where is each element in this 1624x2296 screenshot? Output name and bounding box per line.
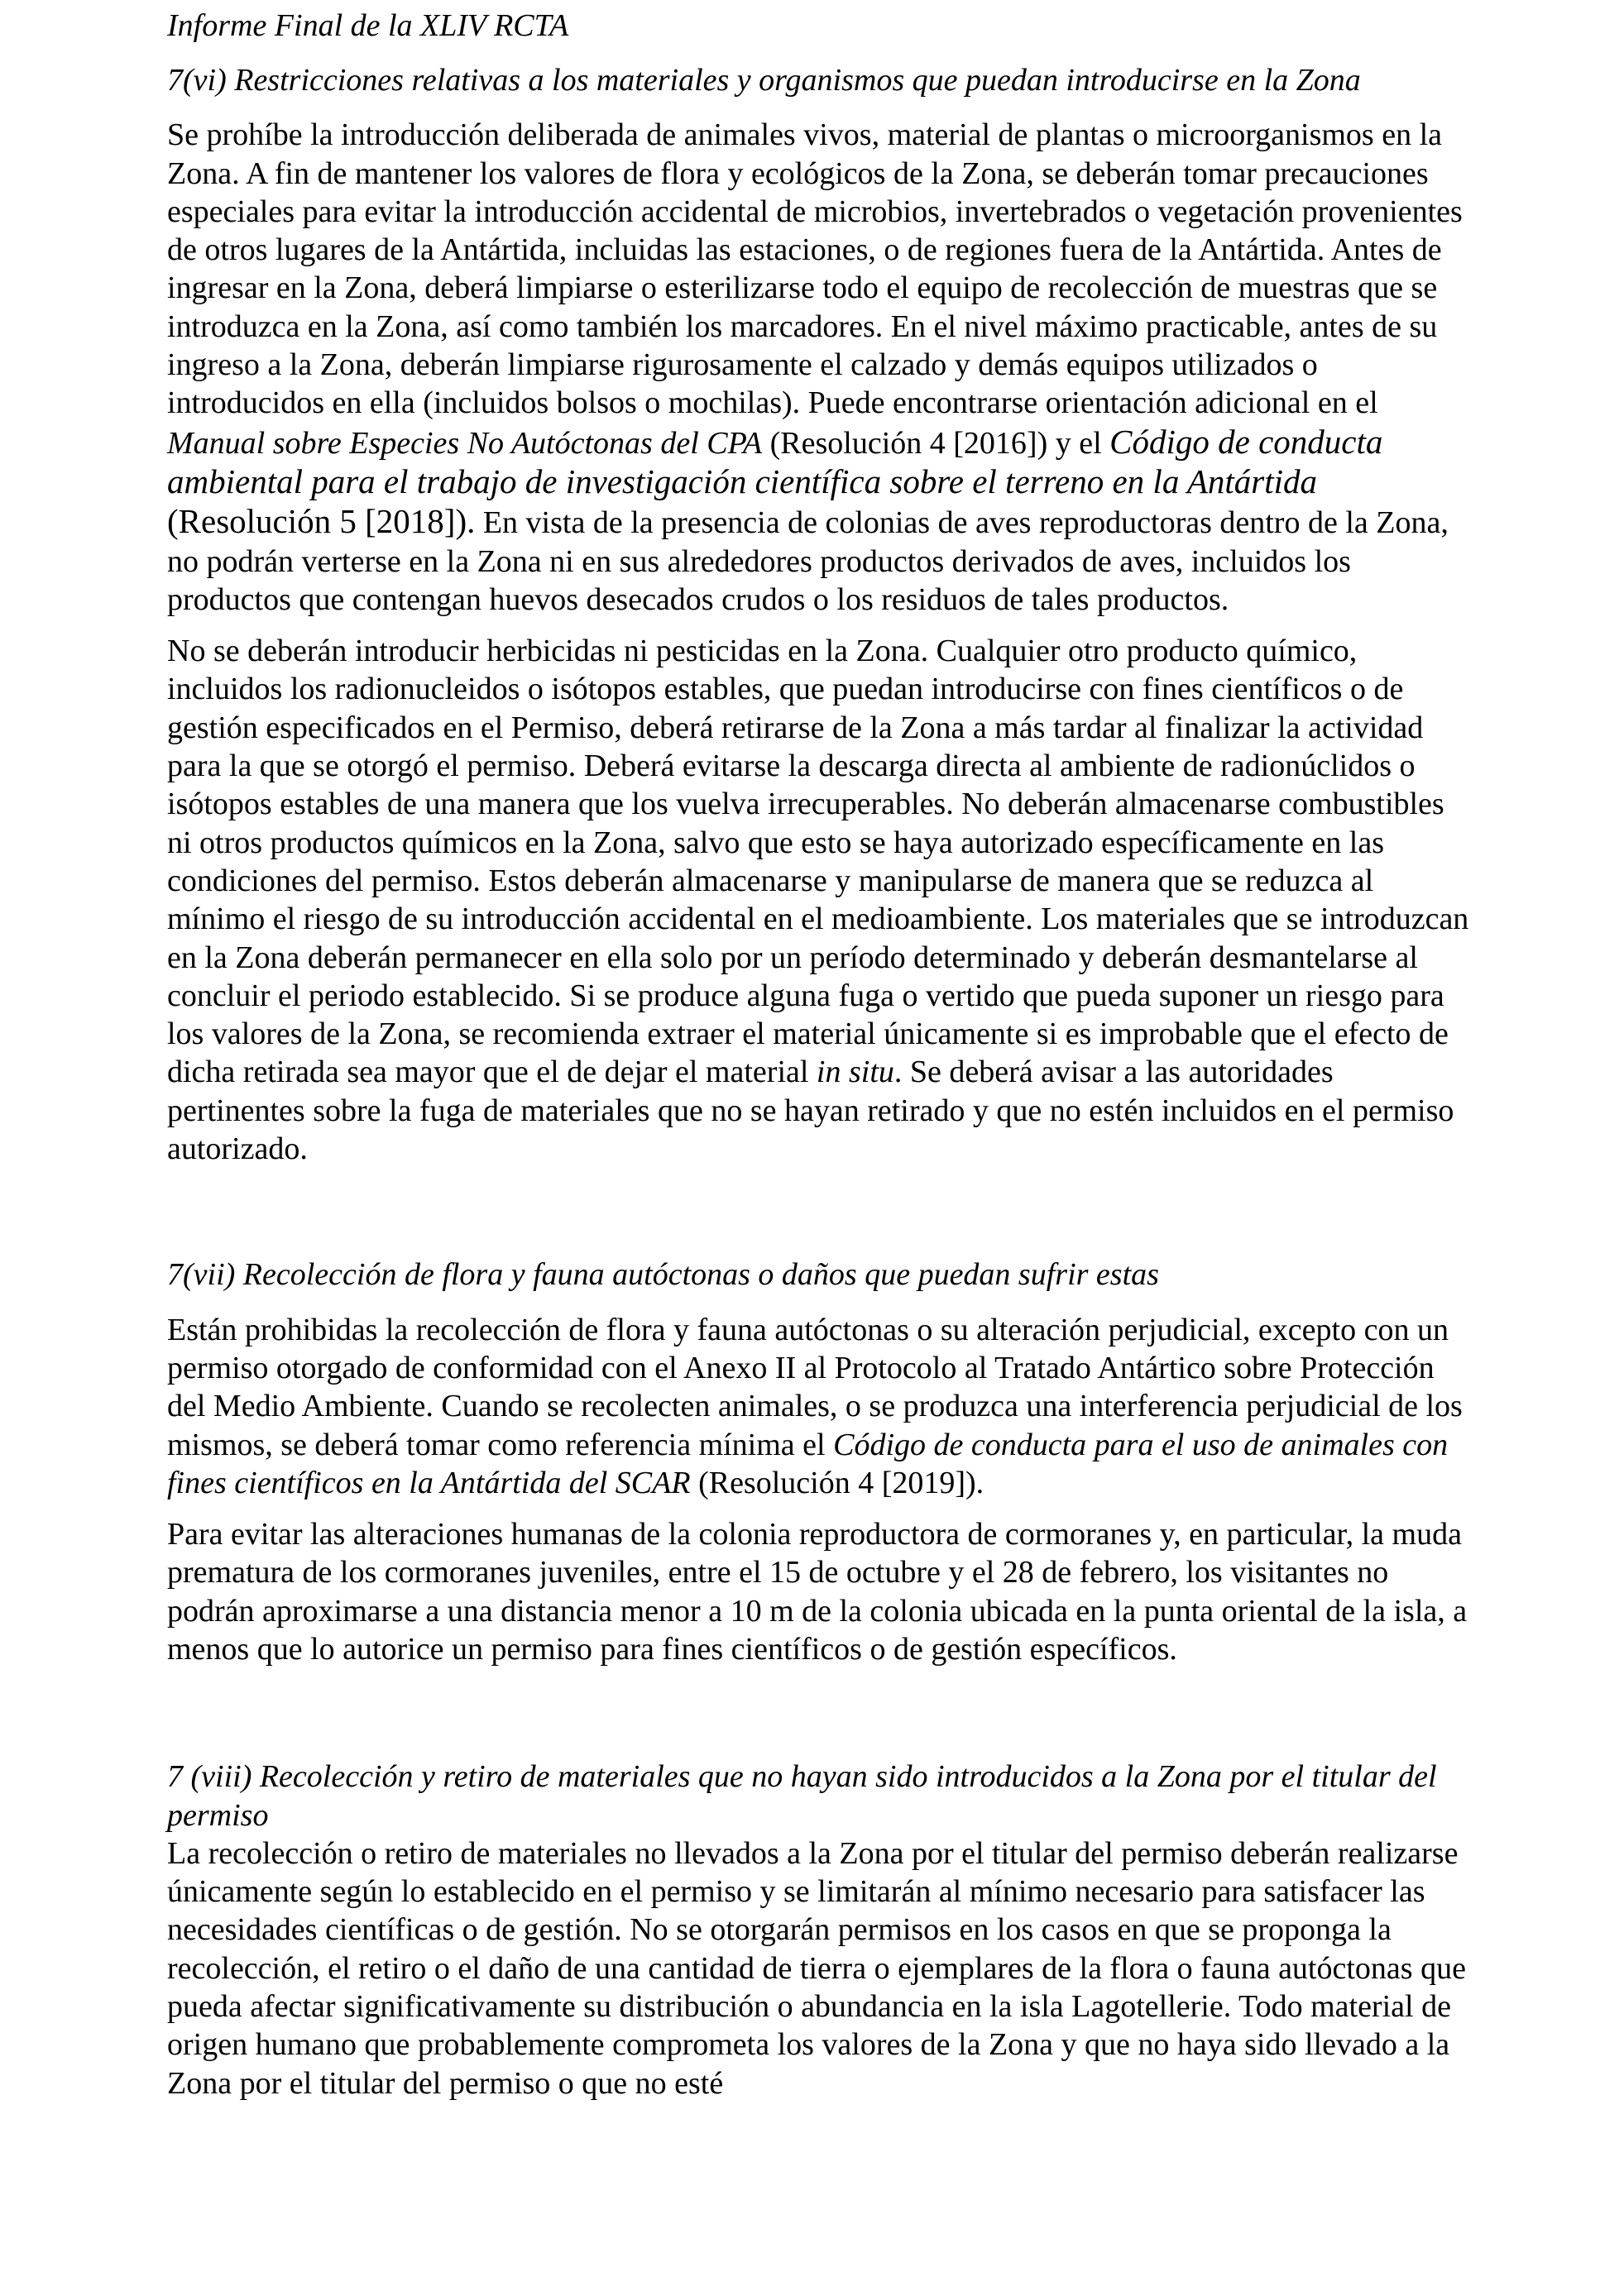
paragraph	[167, 1311, 1474, 1502]
paragraph-text: En vista de la presencia de colonias de aves reproductoras dentro de la Zona, no podrán verterse en la Zona ni en sus alrededores productos derivados de aves, incluidos los productos que contengan huevos desecados crudos o los residuos de tales productos.	[167, 505, 1449, 617]
paragraph-text: (Resolución 4 [2016]) y el	[762, 425, 1110, 461]
citation-title: Código de conducta ambiental para el trabajo de investigación científica sobre el terreno en la Antártida	[167, 422, 1383, 500]
paragraph-text: No se deberán introducir herbicidas ni pesticidas en la Zona. Cualquier otro producto químico, incluidos los radionucleidos o isótopos estables, que puedan introducirse con fines científicos o de gestión especificados en el Permiso, deberá retirarse de la Zona a más tardar al finalizar la actividad para la que se otorgó el permiso. Deberá evitarse la descarga directa al ambiente de radionúclidos o isótopos estables de una manera que los vuelva irrecuperables. No deberán almacenarse combustibles ni otros productos químicos en la Zona, salvo que esto se haya autorizado específicamente en las condiciones del permiso. Estos deberán almacenarse y manipularse de manera que se reduzca al mínimo el riesgo de su introducción accidental en el medioambiente. Los materiales que se introduzcan en la Zona deberán permanecer en ella solo por un período determinado y deberán desmantelarse al concluir el periodo establecido. Si se produce alguna fuga o vertido que pueda suponer un riesgo para los valores de la Zona, se recomienda extraer el material únicamente si es improbable que el efecto de dicha retirada sea mayor que el de dejar el material	[167, 634, 1469, 1090]
citation-title: Manual sobre Especies No Autóctonas del CPA	[167, 425, 763, 461]
paragraph-text: (Resolución 5 [2018]).	[167, 502, 476, 541]
italic-term: in situ	[816, 1055, 894, 1090]
citation-title: Código de conducta para el uso de animales con fines científicos en la Antártida del SCAR	[167, 1427, 1449, 1500]
section-heading: 7 (viii) Recolección y retiro de materiales que no hayan sido introducidos a la Zona por el titular del permiso	[167, 1759, 1437, 1833]
paragraph-text: (Resolución 4 [2019]).	[690, 1465, 984, 1500]
section-7-viii	[167, 1758, 1474, 2102]
paragraph-text: Están prohibidas la recolección de flora y fauna autóctonas o su alteración perjudicial, excepto con un permiso otorgado de conformidad con el Anexo II al Protocolo al Tratado Antártico sobre Protección del Medio Ambiente. Cuando se recolecten animales, o se produzca una interferencia perjudicial de los mismos, se deberá tomar como referencia mínima el	[167, 1312, 1463, 1462]
paragraph-text: Se prohíbe la introducción deliberada de animales vivos, material de plantas o microorganismos en la Zona. A fin de mantener los valores de flora y ecológicos de la Zona, se deberán tomar precauciones especiales para evitar la introducción accidental de microbios, invertebrados o vegetación provenientes de otros lugares de la Antártida, incluidas las estaciones, o de regiones fuera de la Antártida. Antes de ingresar en la Zona, deberá limpiarse o esterilizarse todo el equipo de recolección de muestras que se introduzca en la Zona, así como también los marcadores. En el nivel máximo practicable, antes de su ingreso a la Zona, deberán limpiarse rigurosamente el calzado y demás equipos utilizados o introducidos en ella (incluidos bolsos o mochilas). Puede encontrarse orientación adicional en el	[167, 117, 1463, 421]
paragraph	[167, 632, 1474, 1168]
section-7-vii	[167, 1256, 1474, 1668]
paragraph	[167, 116, 1474, 619]
paragraph-text: . Se deberá avisar a las autoridades pertinentes sobre la fuga de materiales que no se hayan retirado y que no estén incluidos en el permiso autorizado.	[167, 1055, 1454, 1167]
paragraph: La recolección o retiro de materiales no llevados a la Zona por el titular del permiso deberán realizarse únicamente según lo establecido en el permiso y se limitarán al mínimo necesario para satisfacer las necesidades científicas o de gestión. No se otorgarán permisos en los casos en que se proponga la recolección, el retiro o el daño de una cantidad de tierra o ejemplares de la flora o fauna autóctonas que pueda afectar significativamente su distribución o abundancia en la isla Lagotellerie. Todo material de origen humano que probablemente comprometa los valores de la Zona y que no haya sido llevado a la Zona por el titular del permiso o que no esté	[167, 1835, 1466, 2101]
section-heading: 7(vii) Recolección de flora y fauna autóctonas o daños que puedan sufrir estas	[167, 1257, 1159, 1293]
section-7-vi	[167, 61, 1474, 1168]
document-page	[167, 0, 1474, 2102]
paragraph: Para evitar las alteraciones humanas de la colonia reproductora de cormoranes y, en particular, la muda prematura de los cormoranes juveniles, entre el 15 de octubre y el 28 de febrero, los visitantes no podrán aproximarse a una distancia menor a 10 m de la colonia ubicada en la punta oriental de la isla, a menos que lo autorice un permiso para fines científicos o de gestión específicos.	[167, 1517, 1468, 1667]
section-heading: 7(vi) Restricciones relativas a los materiales y organismos que puedan introducirse en la Zona	[167, 63, 1361, 98]
running-header: Informe Final de la XLIV RCTA	[167, 8, 569, 43]
